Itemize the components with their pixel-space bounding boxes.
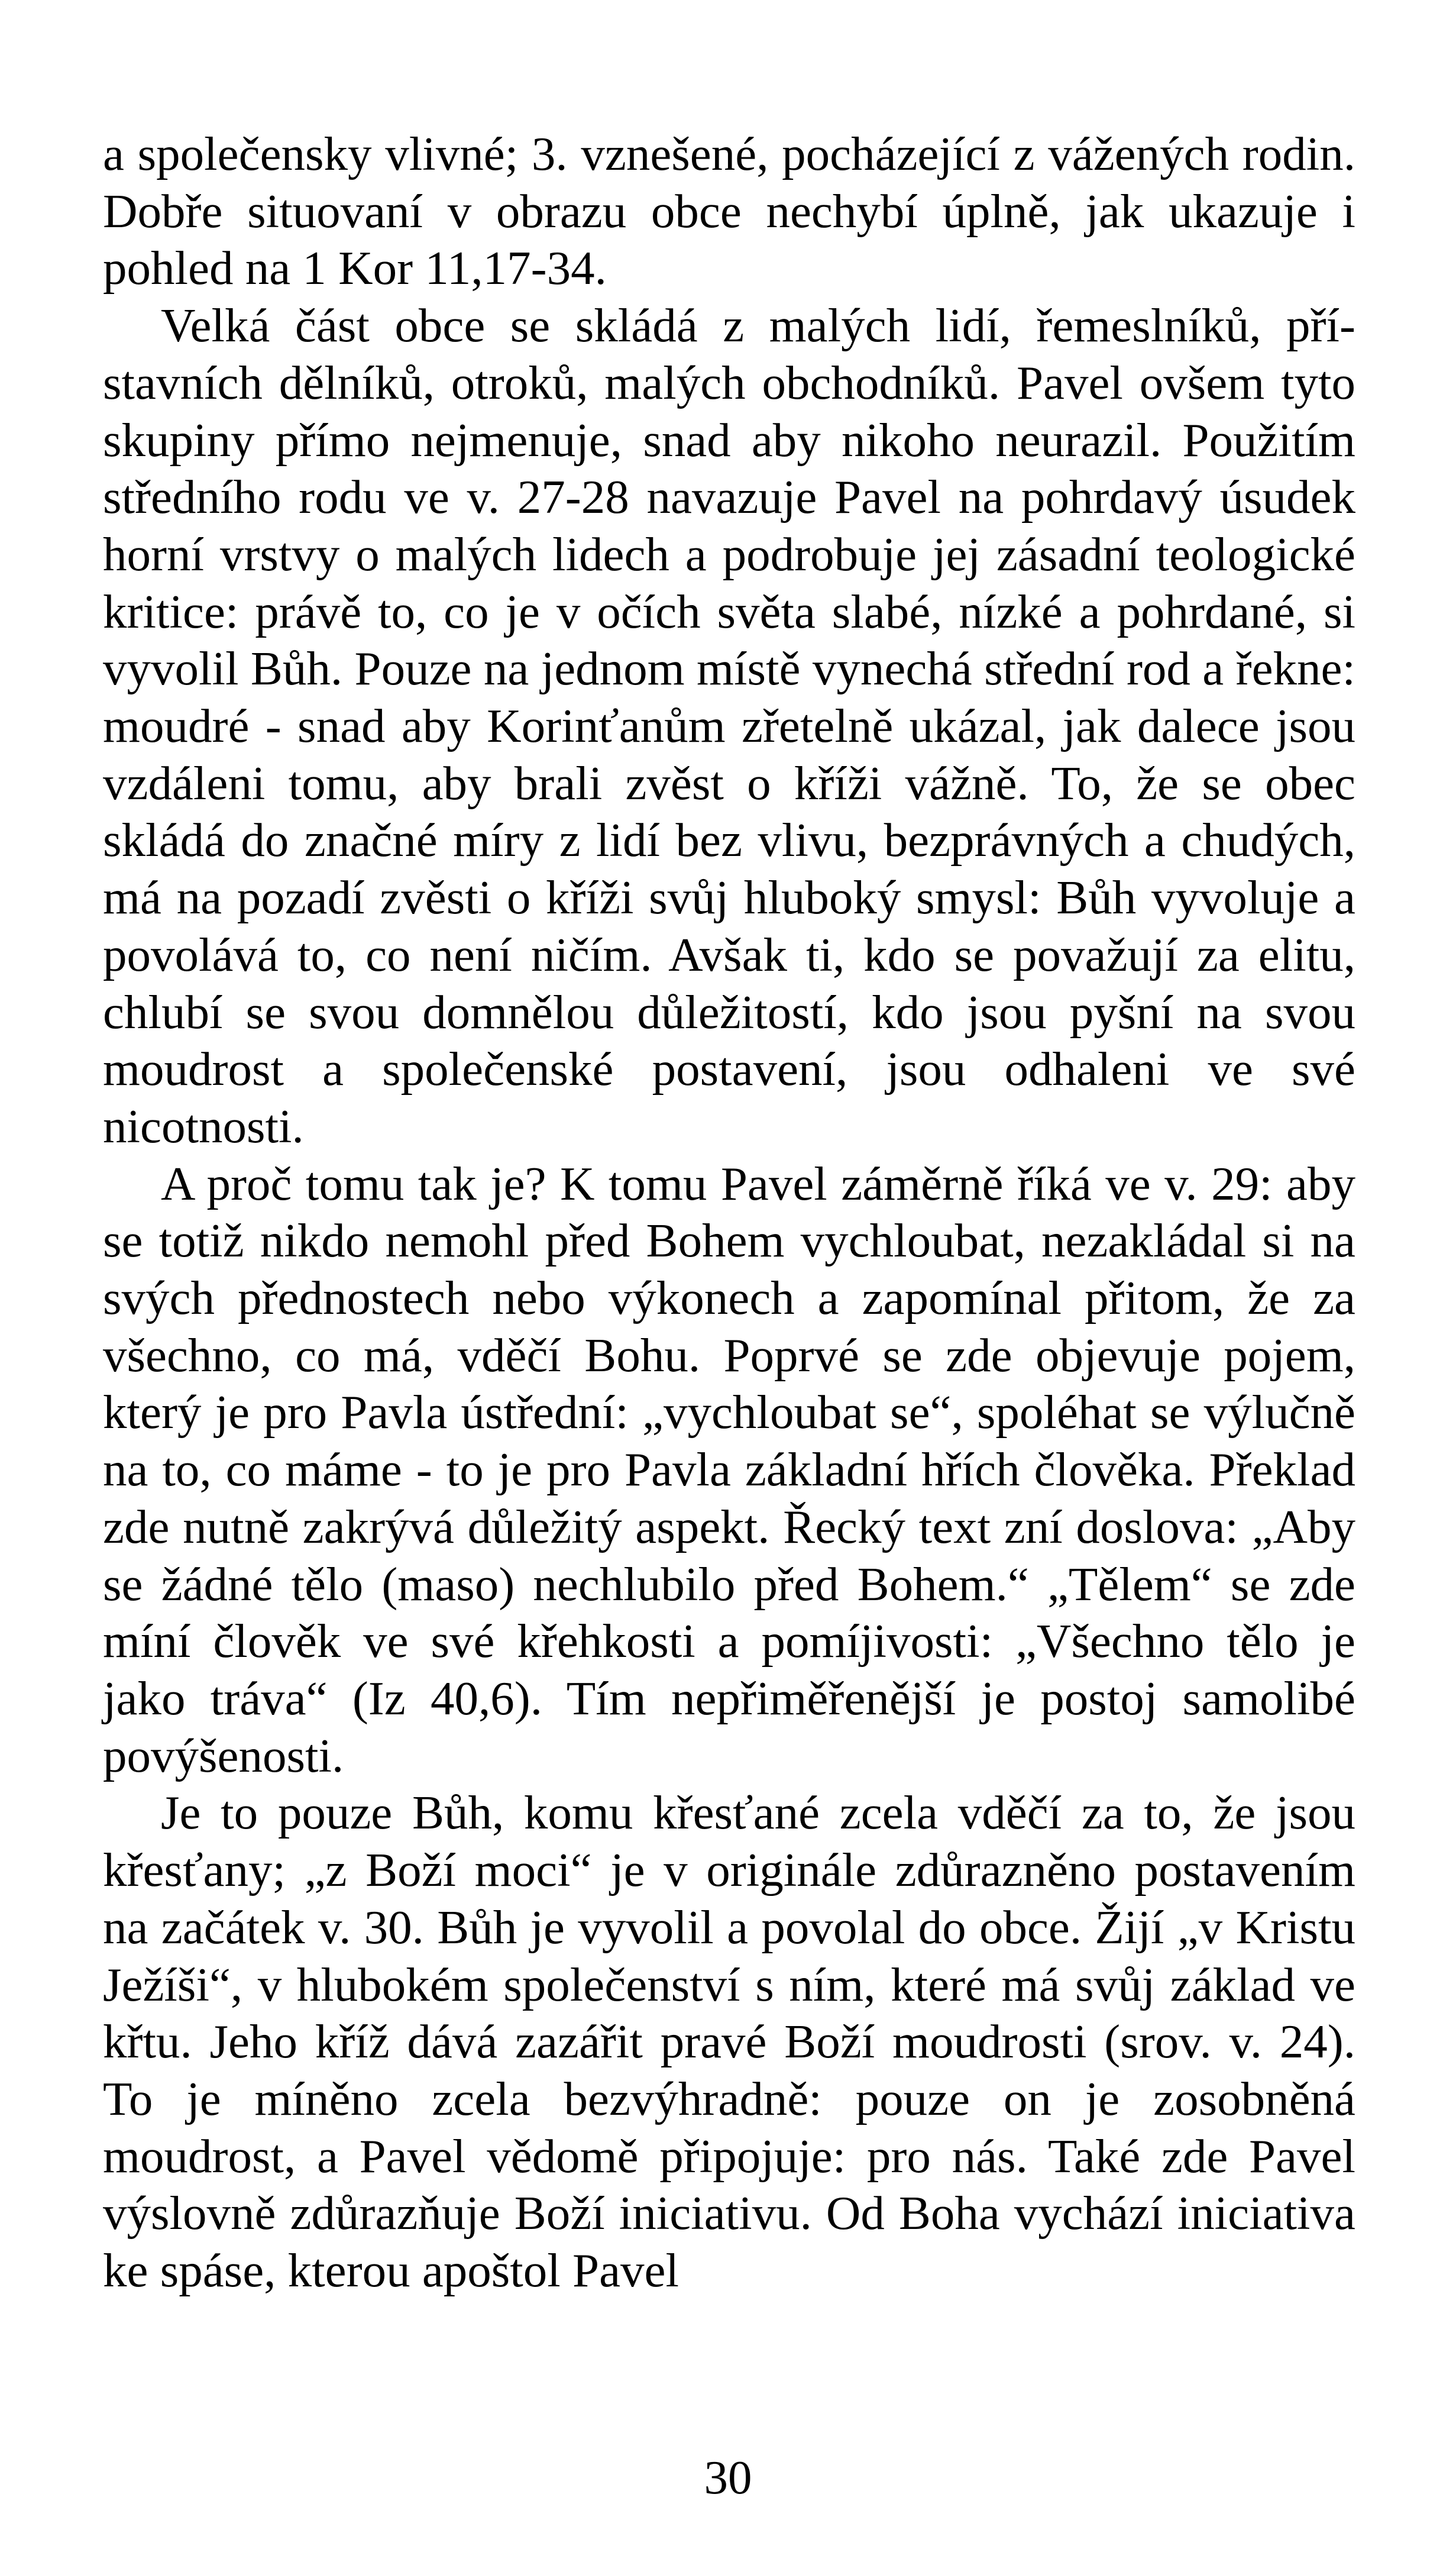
page-body <box>103 125 1355 2299</box>
paragraph-1: a společensky vlivné; 3. vznešené, pocházející z vážených rodin. Dobře situovaní v obrazu obce nechybí úplně, jak ukazuje i pohled na 1 Kor 11,17-34. <box>103 127 1355 295</box>
paragraph-2: Velká část obce se skládá z malých lidí, řemeslníků, přístavních dělníků, otroků, malých obchodníků. Pavel ovšem tyto skupiny přímo nejmenuje, snad aby nikoho neurazil. Použitím středního rodu ve v. 27-28 navazuje Pavel na pohrdavý úsudek horní vrstvy o malých lidech a podrobuje jej zásadní teologické kritice: právě to, co je v očích světa slabé, nízké a pohrdané, si vyvolil Bůh. Pouze na jednom místě vynechá střední rod a řekne: moudré - snad aby Korinťanům zřetelně ukázal, jak dalece jsou vzdáleni tomu, aby brali zvěst o kříži vážně. To, že se obec skládá do značné míry z lidí bez vlivu, bezprávných a chudých, má na pozadí zvěsti o kříži svůj hluboký smysl: Bůh vyvoluje a povolává to, co není ničím. Avšak ti, kdo se považují za elitu, chlubí se svou domnělou důležitostí, kdo jsou pyšní na svou moudrost a společenské postavení, jsou odhaleni ve své nicotnosti. <box>103 299 1355 1153</box>
page-number: 30 <box>704 2451 752 2504</box>
paragraph-3: A proč tomu tak je? K tomu Pavel záměrně říká ve v. 29: aby se totiž nikdo nemohl před Bohem vychloubat, nezakládal si na svých přednostech nebo výkonech a zapomínal přitom, že za všechno, co má, vděčí Bohu. Poprvé se zde objevuje pojem, který je pro Pavla ústřední: „vychloubat se“, spoléhat se výlučně na to, co máme - to je pro Pavla základní hřích člověka. Překlad zde nutně zakrývá důležitý aspekt. Řecký text zní doslova: „Aby se žádné tělo (maso) nechlubilo před Bohem.“ „Tělem“ se zde míní člověk ve své křehkosti a pomíjivosti: „Všechno tělo je jako tráva“ (Iz 40,6). Tím nepřiměřenější je postoj samolibé povýšenosti. <box>103 1156 1355 1782</box>
paragraph-4: Je to pouze Bůh, komu křesťané zcela vděčí za to, že jsou křesťany; „z Boží moci“ je v originále zdůrazněno postavením na začátek v. 30. Bůh je vyvolil a povolal do obce. Žijí „v Kristu Ježíši“, v hlubokém společenství s ním, které má svůj základ ve křtu. Jeho kříž dává zazářit pravé Boží moudrosti (srov. v. 24). To je míněno zcela bezvýhradně: pouze on je zosobněná moudrost, a Pavel vědomě připojuje: pro nás. Také zde Pavel výslovně zdůrazňuje Boží iniciativu. Od Boha vychází iniciativa ke spáse, kterou apoštol Pavel <box>103 1786 1355 2298</box>
